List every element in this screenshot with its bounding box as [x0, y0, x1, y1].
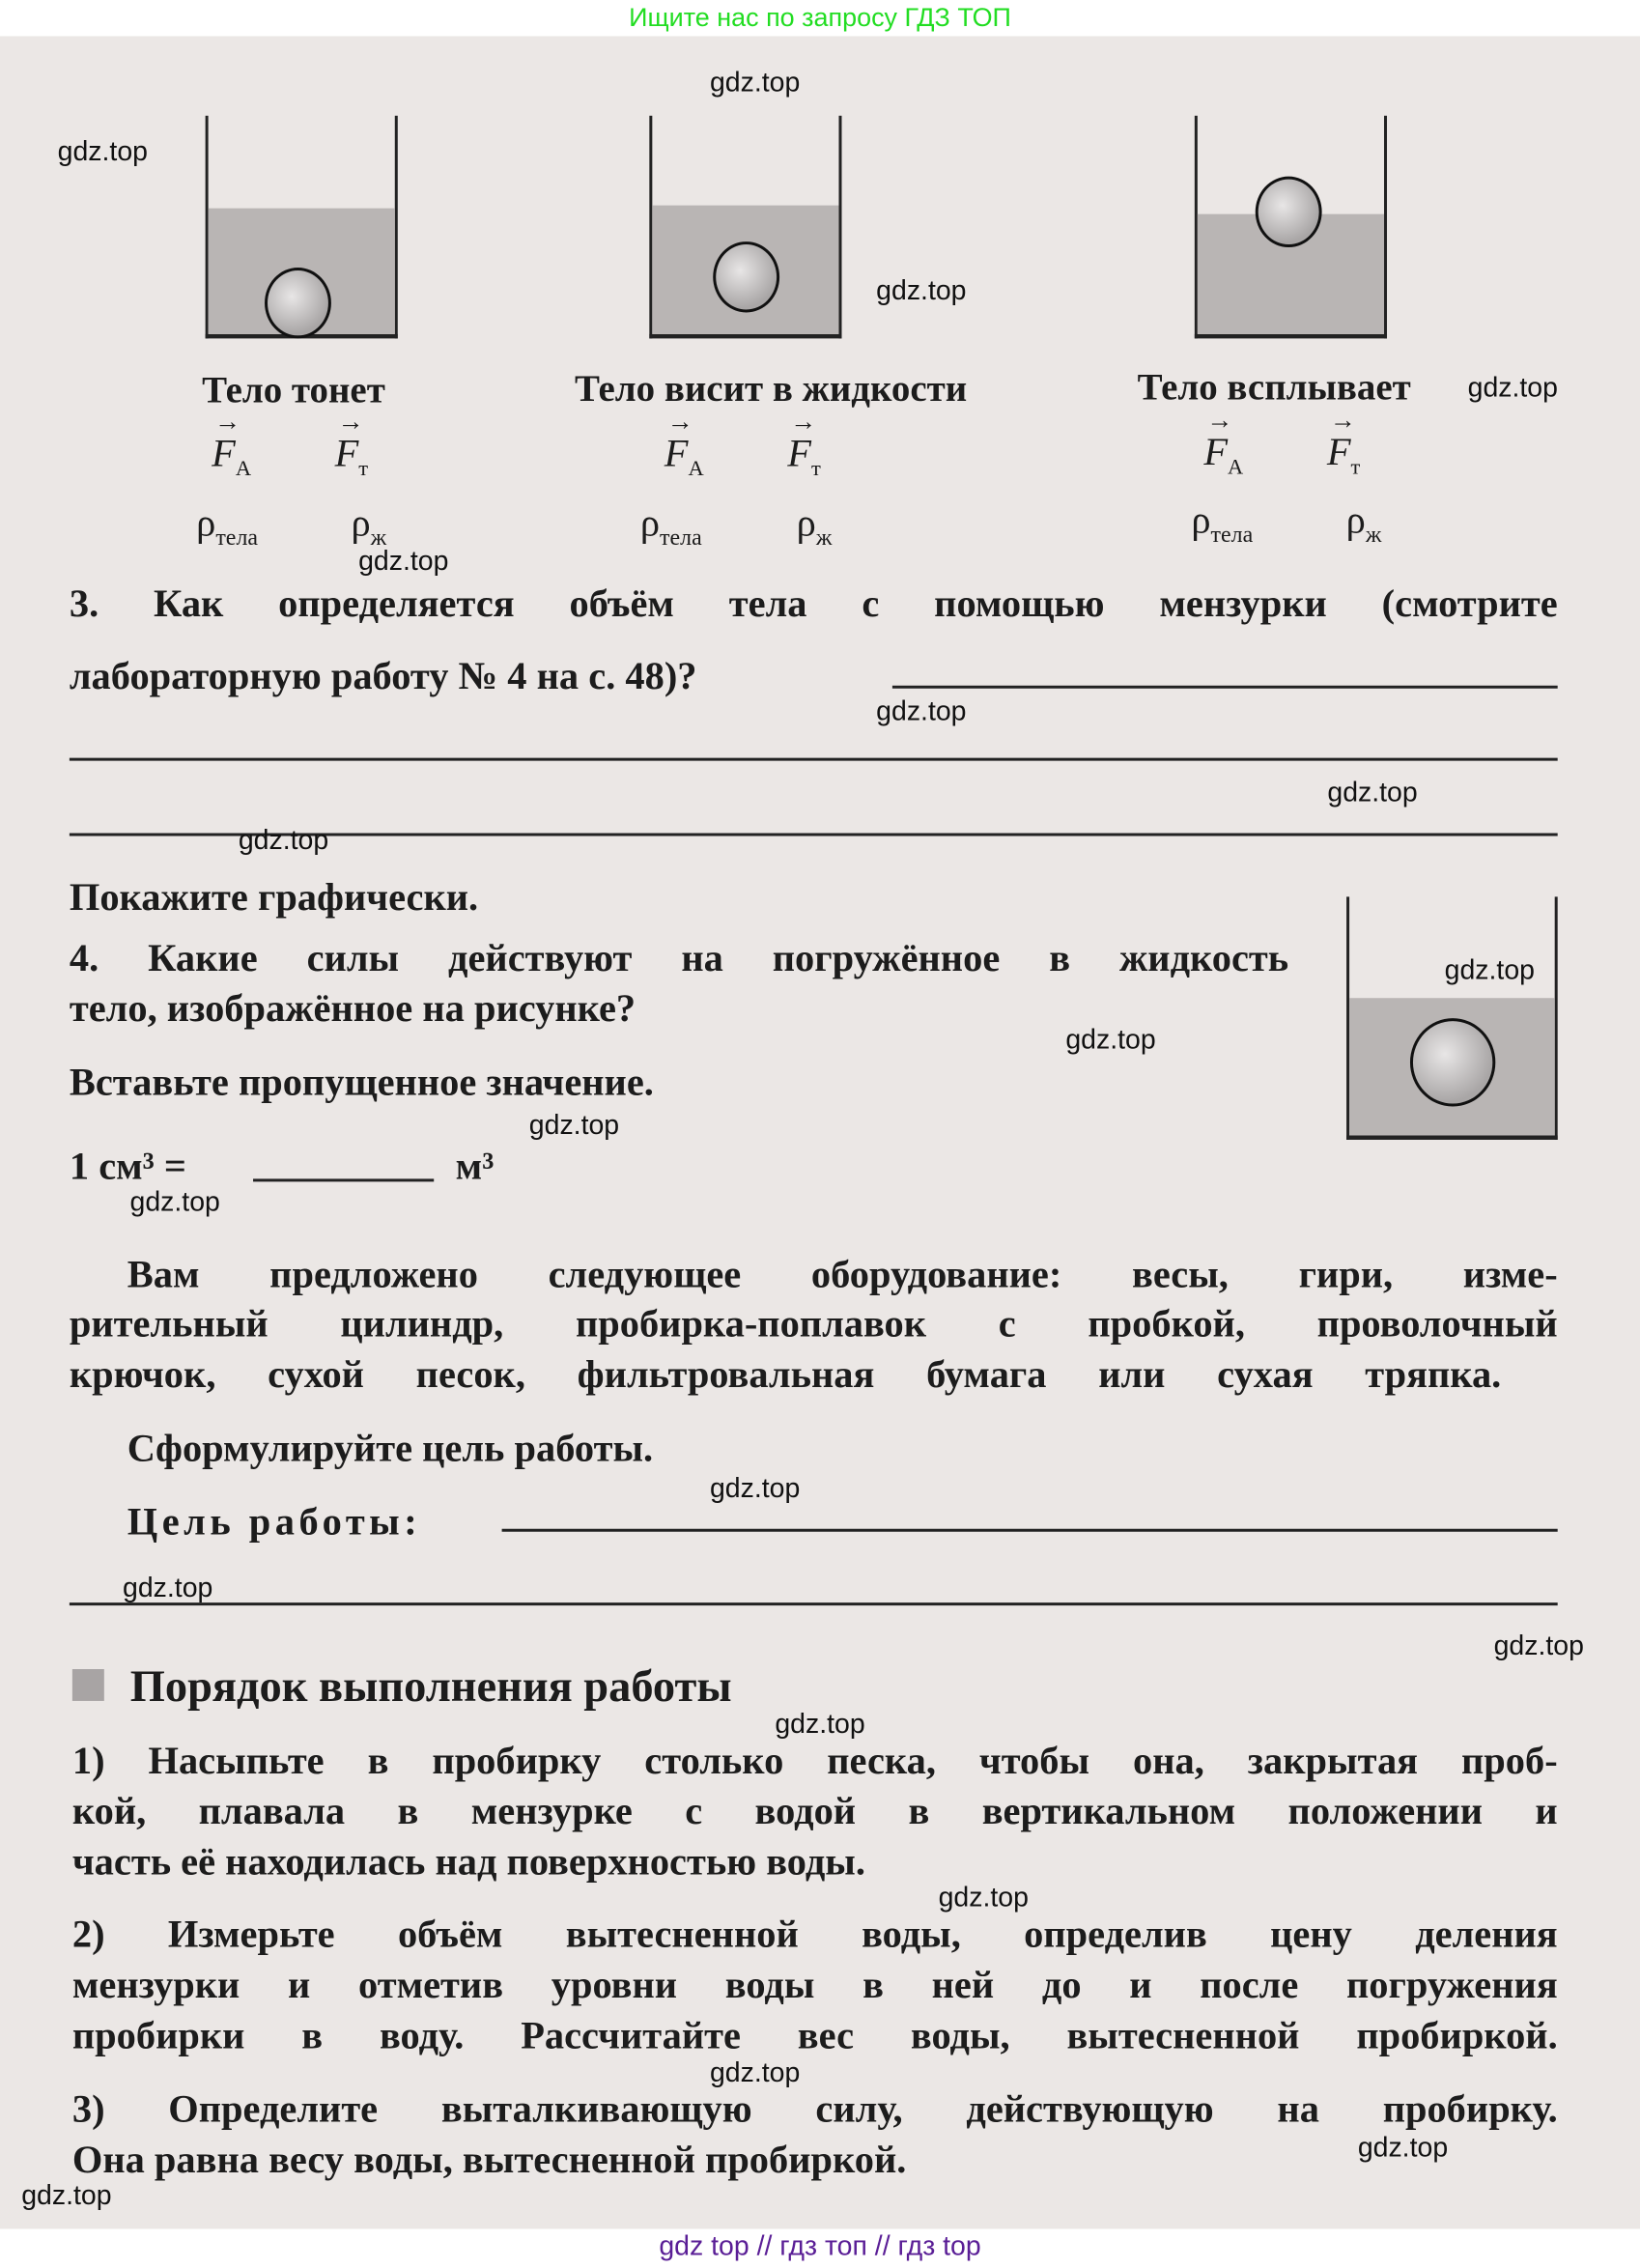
- formulate-goal: Сформулируйте цель работы.: [127, 1426, 654, 1470]
- procedure-heading: Порядок выполнения работы: [129, 1660, 732, 1712]
- force-gravity: [787, 432, 821, 483]
- watermark: gdz.top: [1467, 373, 1558, 404]
- footer-links[interactable]: gdz top // гдз топ // гдз top: [0, 2228, 1640, 2267]
- watermark: gdz.top: [709, 68, 801, 99]
- step-1-line: 1) Насыпьте в пробирку столько песка, чтобы она, закрытая проб-: [71, 1738, 1558, 1782]
- ball: [713, 241, 779, 312]
- sub-tela: тела: [1210, 523, 1254, 549]
- goal-answer-line[interactable]: [70, 1602, 1558, 1604]
- answer-line[interactable]: [892, 686, 1558, 688]
- question-4-line-2: тело, изображённое на рисунке?: [69, 986, 636, 1031]
- watermark: gdz.top: [528, 1111, 620, 1142]
- watermark: gdz.top: [1493, 1631, 1584, 1662]
- beaker-floats: [1195, 116, 1387, 339]
- f-letter: → F: [1327, 430, 1351, 474]
- rho-liquid: [1346, 498, 1382, 550]
- goal-label: Цель работы:: [127, 1499, 422, 1544]
- question-3-line-2: лабораторную работу № 4 на с. 48)?: [69, 653, 697, 697]
- rho: ρ: [351, 500, 371, 545]
- watermark: gdz.top: [123, 1573, 213, 1604]
- force-archimedes: [212, 432, 251, 483]
- watermark: gdz.top: [709, 2057, 801, 2089]
- sub-zh: ж: [370, 525, 387, 552]
- watermark: gdz.top: [1357, 2133, 1449, 2165]
- step-2-line: 2) Измерьте объём вытесненной воды, определив цену деления: [71, 1912, 1558, 1956]
- conversion-blank[interactable]: [253, 1178, 434, 1180]
- watermark: gdz.top: [238, 826, 329, 857]
- rho-liquid: [351, 501, 386, 553]
- sub-zh: ж: [1365, 523, 1382, 549]
- rho-body: [1191, 498, 1253, 550]
- step-2-line: мензурки и отметив уровни воды в ней до и после погружения: [71, 1962, 1558, 2006]
- section-marker-icon: [72, 1669, 104, 1701]
- rho: ρ: [1191, 497, 1211, 542]
- watermark: gdz.top: [876, 276, 967, 307]
- equipment-line: крючок, сухой песок, фильтровальная бумага или сухая тряпка.: [69, 1352, 1502, 1396]
- rho-body: [196, 501, 258, 553]
- ball: [265, 268, 331, 338]
- step-2-line: пробирки в воду. Рассчитайте вес воды, вытесненной пробиркой.: [71, 2013, 1558, 2057]
- watermark: gdz.top: [876, 696, 967, 728]
- watermark: gdz.top: [57, 137, 148, 168]
- beaker-sinks: [206, 116, 398, 339]
- sub-t: т: [810, 458, 821, 482]
- force-archimedes: [664, 432, 704, 483]
- watermark: gdz.top: [1444, 955, 1535, 987]
- f-letter: → F: [335, 432, 359, 476]
- equipment-line: Вам предложено следующее оборудование: весы, гири, изме-: [127, 1252, 1558, 1296]
- insert-value-heading: Вставьте пропущенное значение.: [69, 1060, 654, 1104]
- sub-tela: тела: [215, 525, 259, 552]
- sub-t: т: [358, 458, 369, 482]
- sub-a: A: [688, 458, 704, 482]
- watermark: gdz.top: [129, 1187, 220, 1218]
- search-banner[interactable]: Ищите нас по запросу ГДЗ ТОП: [0, 0, 1640, 36]
- f-letter: → F: [212, 432, 236, 476]
- goal-answer-line[interactable]: [502, 1529, 1558, 1531]
- force-archimedes: [1203, 430, 1243, 481]
- sub-tela: тела: [660, 525, 702, 552]
- conversion-left: 1 см³ =: [69, 1144, 186, 1188]
- watermark: gdz.top: [775, 1709, 865, 1741]
- caption-sinks: Тело тонет: [202, 368, 385, 411]
- watermark: gdz.top: [1065, 1025, 1156, 1057]
- f-letter: → F: [787, 432, 811, 476]
- watermark: gdz.top: [1327, 778, 1418, 809]
- step-3-line: Она равна весу воды, вытесненной пробиркой.: [71, 2138, 907, 2182]
- sub-t: т: [1350, 456, 1361, 480]
- caption-floats: Тело всплывает: [1137, 365, 1411, 409]
- beaker-question-4: [1346, 896, 1558, 1140]
- step-1-line: кой, плавала в мензурке с водой в вертикальном положении и: [71, 1789, 1558, 1833]
- watermark: gdz.top: [21, 2181, 112, 2212]
- watermark: gdz.top: [938, 1883, 1029, 1914]
- ball: [1256, 177, 1322, 247]
- step-3-line: 3) Определите выталкивающую силу, действующую на пробирку.: [71, 2086, 1558, 2131]
- show-graphically-heading: Покажите графически.: [69, 874, 479, 919]
- ball: [1410, 1018, 1495, 1106]
- watermark: gdz.top: [709, 1473, 801, 1505]
- sub-a: A: [1228, 456, 1244, 480]
- rho-liquid: [797, 501, 833, 553]
- force-gravity: [335, 432, 369, 483]
- sub-a: A: [235, 458, 252, 482]
- question-3-line-1: 3. Как определяется объём тела с помощью мензурки (смотрите: [69, 581, 1558, 625]
- f-letter: → F: [1203, 430, 1228, 474]
- watermark: gdz.top: [358, 547, 449, 578]
- beaker-suspended: [649, 116, 841, 339]
- f-letter: → F: [664, 432, 689, 476]
- rho: ρ: [796, 500, 816, 545]
- force-gravity: [1327, 430, 1361, 481]
- rho: ρ: [196, 500, 216, 545]
- rho: ρ: [639, 500, 661, 545]
- answer-line[interactable]: [70, 758, 1558, 760]
- sub-zh: ж: [815, 525, 833, 552]
- rho: ρ: [1345, 497, 1366, 542]
- conversion-right: м³: [455, 1144, 495, 1188]
- step-1-line: часть её находилась над поверхностью воды.: [71, 1839, 865, 1884]
- question-4-line-1: 4. Какие силы действуют на погружённое в жидкость: [69, 935, 1289, 979]
- equipment-line: рительный цилиндр, пробирка-поплавок с пробкой, проволочный: [69, 1301, 1558, 1346]
- caption-suspended: Тело висит в жидкости: [575, 367, 968, 410]
- rho-body: [640, 501, 702, 553]
